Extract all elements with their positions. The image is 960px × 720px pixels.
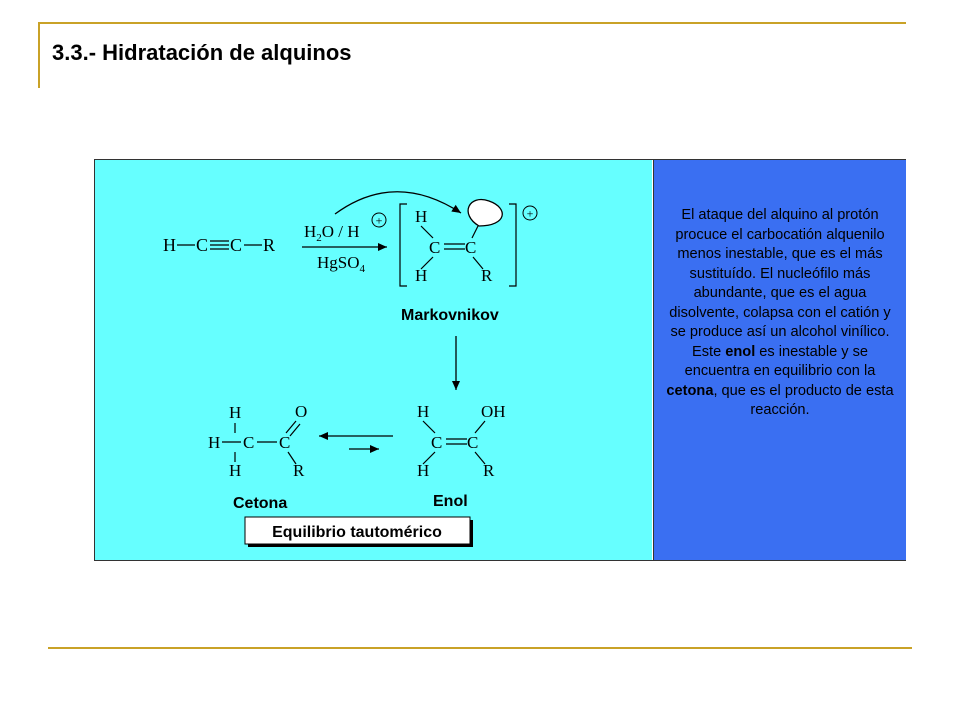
svg-text:H: H: [208, 433, 221, 452]
svg-text:R: R: [293, 461, 305, 480]
curved-arrow: [335, 192, 461, 214]
svg-text:H: H: [415, 266, 428, 285]
svg-text:+: +: [375, 213, 383, 228]
description-cell: [653, 160, 906, 560]
svg-text:C: C: [243, 433, 255, 452]
svg-text:H: H: [415, 207, 428, 226]
top-rule: [38, 22, 906, 24]
svg-text:H: H: [229, 461, 242, 480]
markovnikov-label: Markovnikov: [401, 307, 499, 324]
svg-text:C: C: [431, 433, 443, 452]
ketone-structure: [208, 402, 307, 480]
description-part1: El ataque del alquino al protón procuce el carbocatión alquenilo menos inestable, que es el más sustituído. El nucleófilo más abundante, que es el agua disolvente, colapsa con el catión y se produce así un alcohol vinílico. Este: [669, 207, 891, 360]
svg-text:H: H: [229, 403, 242, 422]
equilibrium-label: Equilibrio tautomérico: [272, 524, 442, 541]
svg-text:R: R: [481, 266, 493, 285]
svg-text:C: C: [465, 238, 477, 257]
reaction-diagram-cell: [95, 160, 652, 560]
svg-text:R: R: [483, 461, 495, 480]
svg-text:H2O / H: $H_2O$ / H: [304, 222, 360, 244]
svg-text:H: H: [417, 461, 430, 480]
enol-structure: [417, 402, 506, 480]
svg-text:C: C: [230, 235, 243, 255]
svg-text:R: R: [263, 235, 276, 255]
description-part3: , que es el producto de esta reacción.: [713, 382, 894, 418]
description-bold-cetona: cetona: [666, 382, 714, 399]
svg-text:+: +: [526, 206, 534, 221]
description-text: [660, 206, 900, 421]
slide-title: 3.3.- Hidratación de alquinos: [52, 40, 352, 65]
alkyne-reactant: [163, 235, 275, 255]
svg-text:C: C: [279, 433, 291, 452]
carbocation-intermediate: [400, 200, 537, 286]
svg-text:O: O: [295, 402, 308, 421]
reagents: [302, 213, 387, 275]
svg-text:OH: OH: [481, 402, 506, 421]
equilibrium-box: [245, 517, 473, 547]
description-bold-enol: enol: [725, 343, 756, 360]
svg-text:H: H: [163, 235, 176, 255]
description-part2: es inestable y se encuentra en equilibrio con la: [684, 343, 876, 379]
ketone-label: Cetona: [233, 495, 288, 512]
svg-text:C: C: [196, 235, 209, 255]
reaction-diagram: [95, 160, 652, 560]
bottom-rule: [48, 647, 912, 649]
svg-text:C: C: [467, 433, 479, 452]
left-rule: [38, 22, 40, 88]
svg-text:C: C: [429, 238, 441, 257]
svg-text:H: H: [417, 402, 430, 421]
enol-label: Enol: [433, 493, 468, 510]
content-table: [94, 159, 906, 561]
svg-text:HgSO4: HgSO$_4$: [317, 253, 366, 275]
